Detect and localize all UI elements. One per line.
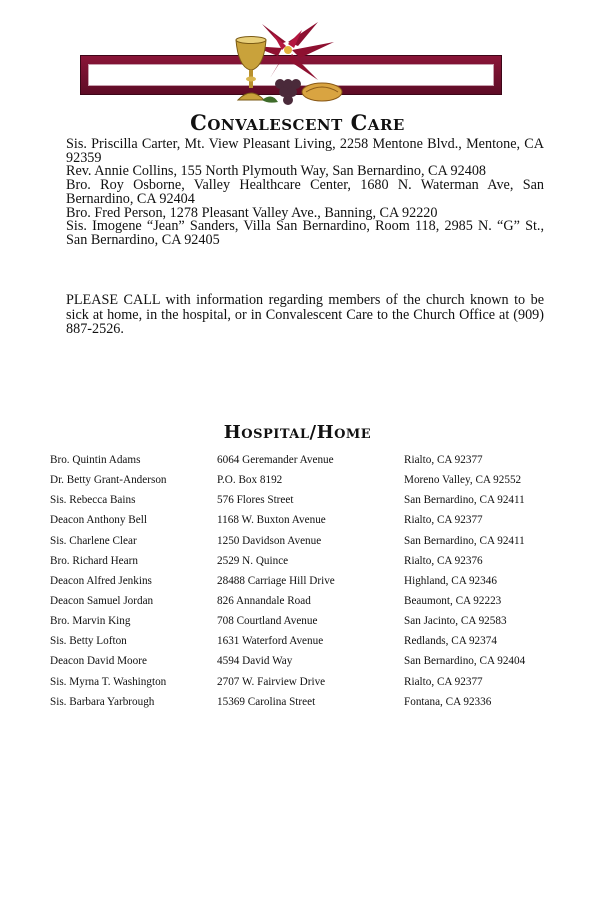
table-row [50,593,570,613]
street-address: 2707 W. Fairview Drive [217,675,326,688]
city-zip: Rialto, CA 92377 [404,454,483,466]
street-address: 1168 W. Buxton Avenue [217,514,326,527]
table-row [50,573,570,593]
hospital-home-table [50,452,570,714]
city-zip: Beaumont, CA 92223 [404,594,502,607]
city-zip: Rialto, CA 92377 [404,675,483,688]
street-address: 28488 Carriage Hill Drive [217,574,335,587]
convalescent-care-list [66,138,544,248]
convalescent-entry: Sis. Priscilla Carter, Mt. View Pleasant Living, 2258 Mentone Blvd., Mentone, CA 92359 [66,136,544,166]
city-zip: San Bernardino, CA 92411 [404,534,525,547]
member-name: Deacon Alfred Jenkins [50,574,152,587]
convalescent-entry: Rev. Annie Collins, 155 North Plymouth Way, San Bernardino, CA 92408 [66,163,487,180]
member-name: Deacon Anthony Bell [50,514,147,527]
city-zip: Rialto, CA 92376 [404,554,483,567]
communion-chalice-illustration [222,20,350,110]
table-row [50,633,570,653]
member-name: Dr. Betty Grant-Anderson [50,474,167,487]
member-name: Bro. Richard Hearn [50,554,138,567]
city-zip: Fontana, CA 92336 [404,695,492,708]
convalescent-entry: Bro. Fred Person, 1278 Pleasant Valley Ave., Banning, CA 92220 [66,204,438,221]
table-row [50,512,570,532]
table-row [50,492,570,512]
street-address: P.O. Box 8192 [217,474,283,487]
city-zip: San Bernardino, CA 92411 [404,494,525,507]
member-name: Deacon David Moore [50,655,147,668]
member-name: Sis. Charlene Clear [50,534,137,547]
city-zip: Moreno Valley, CA 92552 [404,474,522,487]
street-address: 6064 Geremander Avenue [217,454,334,466]
convalescent-entry: Bro. Roy Osborne, Valley Healthcare Center, 1680 N. Waterman Ave, San Bernardino, CA 92404 [66,177,544,207]
table-row [50,613,570,633]
table-row [50,674,570,694]
street-address: 1250 Davidson Avenue [217,534,322,547]
member-name: Bro. Quintin Adams [50,454,141,466]
member-name: Sis. Myrna T. Washington [50,675,167,688]
table-row [50,653,570,673]
member-name: Sis. Barbara Yarbrough [50,695,155,708]
table-row [50,694,570,714]
street-address: 1631 Waterford Avenue [217,635,324,648]
table-row [50,553,570,573]
city-zip: Rialto, CA 92377 [404,514,483,527]
street-address: 4594 David Way [217,655,293,668]
member-name: Sis. Betty Lofton [50,635,127,648]
street-address: 576 Flores Street [217,494,294,507]
hospital-home-heading: Hospital/Home [223,422,372,443]
city-zip: Highland, CA 92346 [404,574,497,587]
convalescent-care-heading: Convalescent Care [190,110,405,135]
call-notice: PLEASE CALL with information regarding members of the church known to be sick at home, in the hospital, or in Convalescent Care to the Church Office at (909) 887-2526. [66,292,544,338]
member-name: Deacon Samuel Jordan [50,594,154,607]
street-address: 2529 N. Quince [217,554,289,567]
table-row [50,472,570,492]
member-name: Bro. Marvin King [50,615,131,628]
street-address: 826 Annandale Road [217,594,311,607]
city-zip: San Bernardino, CA 92404 [404,655,526,668]
table-row [50,452,570,472]
city-zip: San Jacinto, CA 92583 [404,615,507,628]
table-row [50,533,570,553]
member-name: Sis. Rebecca Bains [50,494,136,507]
city-zip: Redlands, CA 92374 [404,635,497,648]
convalescent-entry: Sis. Imogene “Jean” Sanders, Villa San Bernardino, Room 118, 2985 N. “G” St., San Bernardino, CA 92405 [66,218,544,248]
street-address: 15369 Carolina Street [217,695,316,708]
street-address: 708 Courtland Avenue [217,615,318,628]
